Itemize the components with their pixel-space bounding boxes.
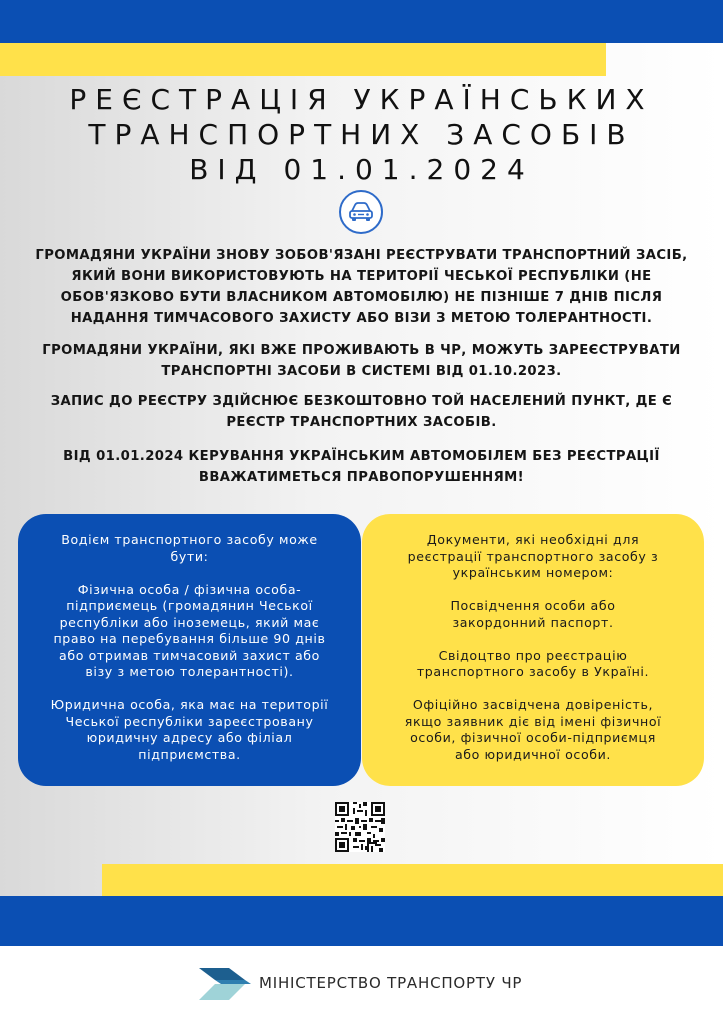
notice-paragraph-4: ВІД 01.01.2024 КЕРУВАННЯ УКРАЇНСЬКИМ АВТОМОБІЛЕМ БЕЗ РЕЄСТРАЦІЇ ВВАЖАТИМЕТЬСЯ ПРАВОПОРУШЕННЯМ! xyxy=(63,449,660,485)
documents-box xyxy=(362,514,704,786)
car-icon xyxy=(339,190,383,234)
driver-info-legal-entity: Юридична особа, яка має на території Чеської республіки зареєстровану юридичну адресу або філіал підприємства. xyxy=(50,697,329,762)
notice-paragraph-1: ГРОМАДЯНИ УКРАЇНИ ЗНОВУ ЗОБОВ'ЯЗАНІ РЕЄСТРУВАТИ ТРАНСПОРТНИЙ ЗАСІБ, ЯКИЙ ВОНИ ВИКОРИСТОВУЮТЬ НА ТЕРИТОРІЇ ЧЕСЬКОЇ РЕСПУБЛІКИ (НЕ ОБОВ'ЯЗКОВО БУТИ ВЛАСНИКОМ АВТОМОБІЛЮ) НЕ ПІЗНІШЕ 7 ДНІВ ПІСЛЯ НАДАННЯ ТИМЧАСОВОГО ЗАХИСТУ АБО ВІЗИ З МЕТОЮ ТОЛЕРАНТНОСТІ. xyxy=(35,248,688,326)
bottom-blue-stripe xyxy=(0,896,723,946)
qr-code[interactable] xyxy=(335,802,385,852)
ministry-logo-icon xyxy=(199,964,251,1004)
ministry-name: МІНІСТЕРСТВО ТРАНСПОРТУ ЧР xyxy=(259,974,523,992)
notice-paragraph-2: ГРОМАДЯНИ УКРАЇНИ, ЯКІ ВЖЕ ПРОЖИВАЮТЬ В ЧР, МОЖУТЬ ЗАРЕЄСТРУВАТИ ТРАНСПОРТНІ ЗАСОБИ В СИСТЕМІ ВІД 01.10.2023. xyxy=(42,343,681,379)
documents-item-power-of-attorney: Офіційно засвідчена довіреність, якщо заявник діє від імені фізичної особи, фізичної особи-підприємця або юридичної особи. xyxy=(404,697,662,762)
documents-heading: Документи, які необхідні для реєстрації транспортного засобу з українським номером: xyxy=(407,532,659,580)
title-line-1: РЕЄСТРАЦІЯ УКРАЇНСЬКИХ xyxy=(69,83,654,116)
bottom-yellow-stripe xyxy=(102,864,723,896)
notice-paragraph-3: ЗАПИС ДО РЕЄСТРУ ЗДІЙСНЮЄ БЕЗКОШТОВНО ТОЙ НАСЕЛЕНИЙ ПУНКТ, ДЕ Є РЕЄСТР ТРАНСПОРТНИХ ЗАСОБІВ. xyxy=(50,394,673,430)
top-blue-stripe xyxy=(0,0,723,43)
documents-item-registration: Свідоцтво про реєстрацію транспортного засобу в Україні. xyxy=(416,647,650,679)
top-yellow-stripe xyxy=(0,43,606,76)
title-line-2: ТРАНСПОРТНИХ ЗАСОБІВ xyxy=(88,118,635,151)
driver-info-heading: Водієм транспортного засобу може бути: xyxy=(61,532,318,564)
driver-info-individual: Фізична особа / фізична особа- підприємець (громадянин Чеської республіки або іноземець, який має право на перебування більше 90 днів або отримав тимчасовий захист або візу з метою толерантності). xyxy=(53,581,326,679)
driver-info-box xyxy=(18,514,361,786)
title-line-3: ВІД 01.01.2024 xyxy=(189,153,534,186)
documents-item-id: Посвідчення особи або закордонний паспорт. xyxy=(450,598,616,630)
page-title xyxy=(0,82,723,187)
